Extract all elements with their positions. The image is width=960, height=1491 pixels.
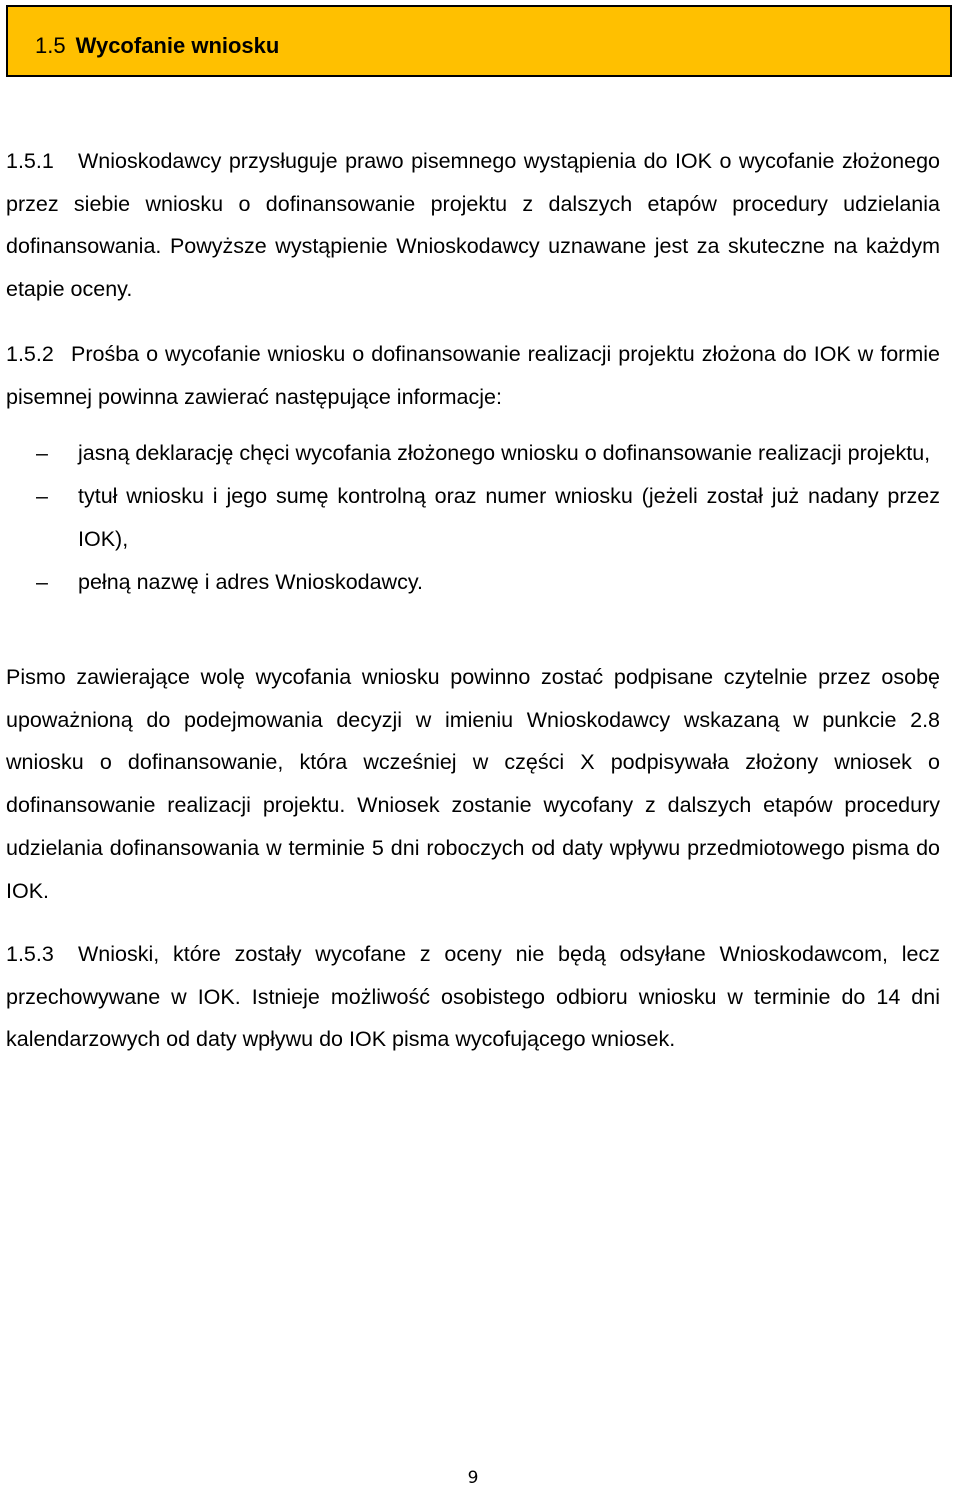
section-heading — [35, 7, 279, 75]
requirements-list — [6, 432, 940, 604]
paragraph-text: Prośba o wycofanie wniosku o dofinansowanie realizacji projektu złożona do IOK w formie pisemnej powinna zawierać następujące informacje: — [6, 342, 940, 409]
paragraph-number: 1.5.1 — [6, 149, 54, 173]
bullet-marker: – — [36, 570, 48, 594]
paragraph-number: 1.5.2 — [6, 342, 54, 366]
list-item — [6, 475, 940, 561]
section-title: Wycofanie wniosku — [75, 33, 280, 58]
paragraph-text: Wnioskodawcy przysługuje prawo pisemnego wystąpienia do IOK o wycofanie złożonego przez siebie wniosku o dofinansowanie projektu z dalszych etapów procedury udzielania dofinansowania. Powyższe wystąpienie Wnioskodawcy uznawane jest za skuteczne na każdym etapie oceny. — [6, 149, 940, 302]
section-number: 1.5 — [35, 33, 66, 58]
paragraph-number: 1.5.3 — [6, 942, 54, 966]
paragraph-text: Wnioski, które zostały wycofane z oceny nie będą odsyłane Wnioskodawcom, lecz przechowywane w IOK. Istnieje możliwość osobistego odbioru wniosku w terminie do 14 dni kalendarzowych od daty wpływu do IOK pisma wycofującego wniosek. — [6, 942, 940, 1052]
bullet-marker: – — [36, 441, 48, 465]
list-item-text: tytuł wniosku i jego sumę kontrolną oraz numer wniosku (jeżeli został już nadany przez IOK), — [78, 484, 940, 551]
list-item — [6, 432, 940, 475]
signature-paragraph: Pismo zawierające wolę wycofania wniosku powinno zostać podpisane czytelnie przez osobę upoważnioną do podejmowania decyzji w imieniu Wnioskodawcy wskazaną w punkcie 2.8 wniosku o dofinansowanie, która wcześniej w części X podpisywała złożony wniosek o dofinansowanie realizacji projektu. Wniosek zostanie wycofany z dalszych etapów procedury udzielania dofinansowania w terminie 5 dni roboczych od daty wpływu przedmiotowego pisma do IOK. — [6, 665, 940, 903]
section-header — [6, 5, 952, 77]
bullet-marker: – — [36, 484, 48, 508]
paragraph-1-5-3 — [6, 933, 940, 1061]
list-item-text: pełną nazwę i adres Wnioskodawcy. — [78, 570, 423, 594]
list-item — [6, 561, 940, 604]
list-item-text: jasną deklarację chęci wycofania złożonego wniosku o dofinansowanie realizacji projektu, — [78, 441, 931, 465]
paragraph-1-5-1 — [6, 140, 940, 311]
paragraph-1-5-2 — [6, 333, 940, 418]
page-number: 9 — [467, 1468, 479, 1488]
